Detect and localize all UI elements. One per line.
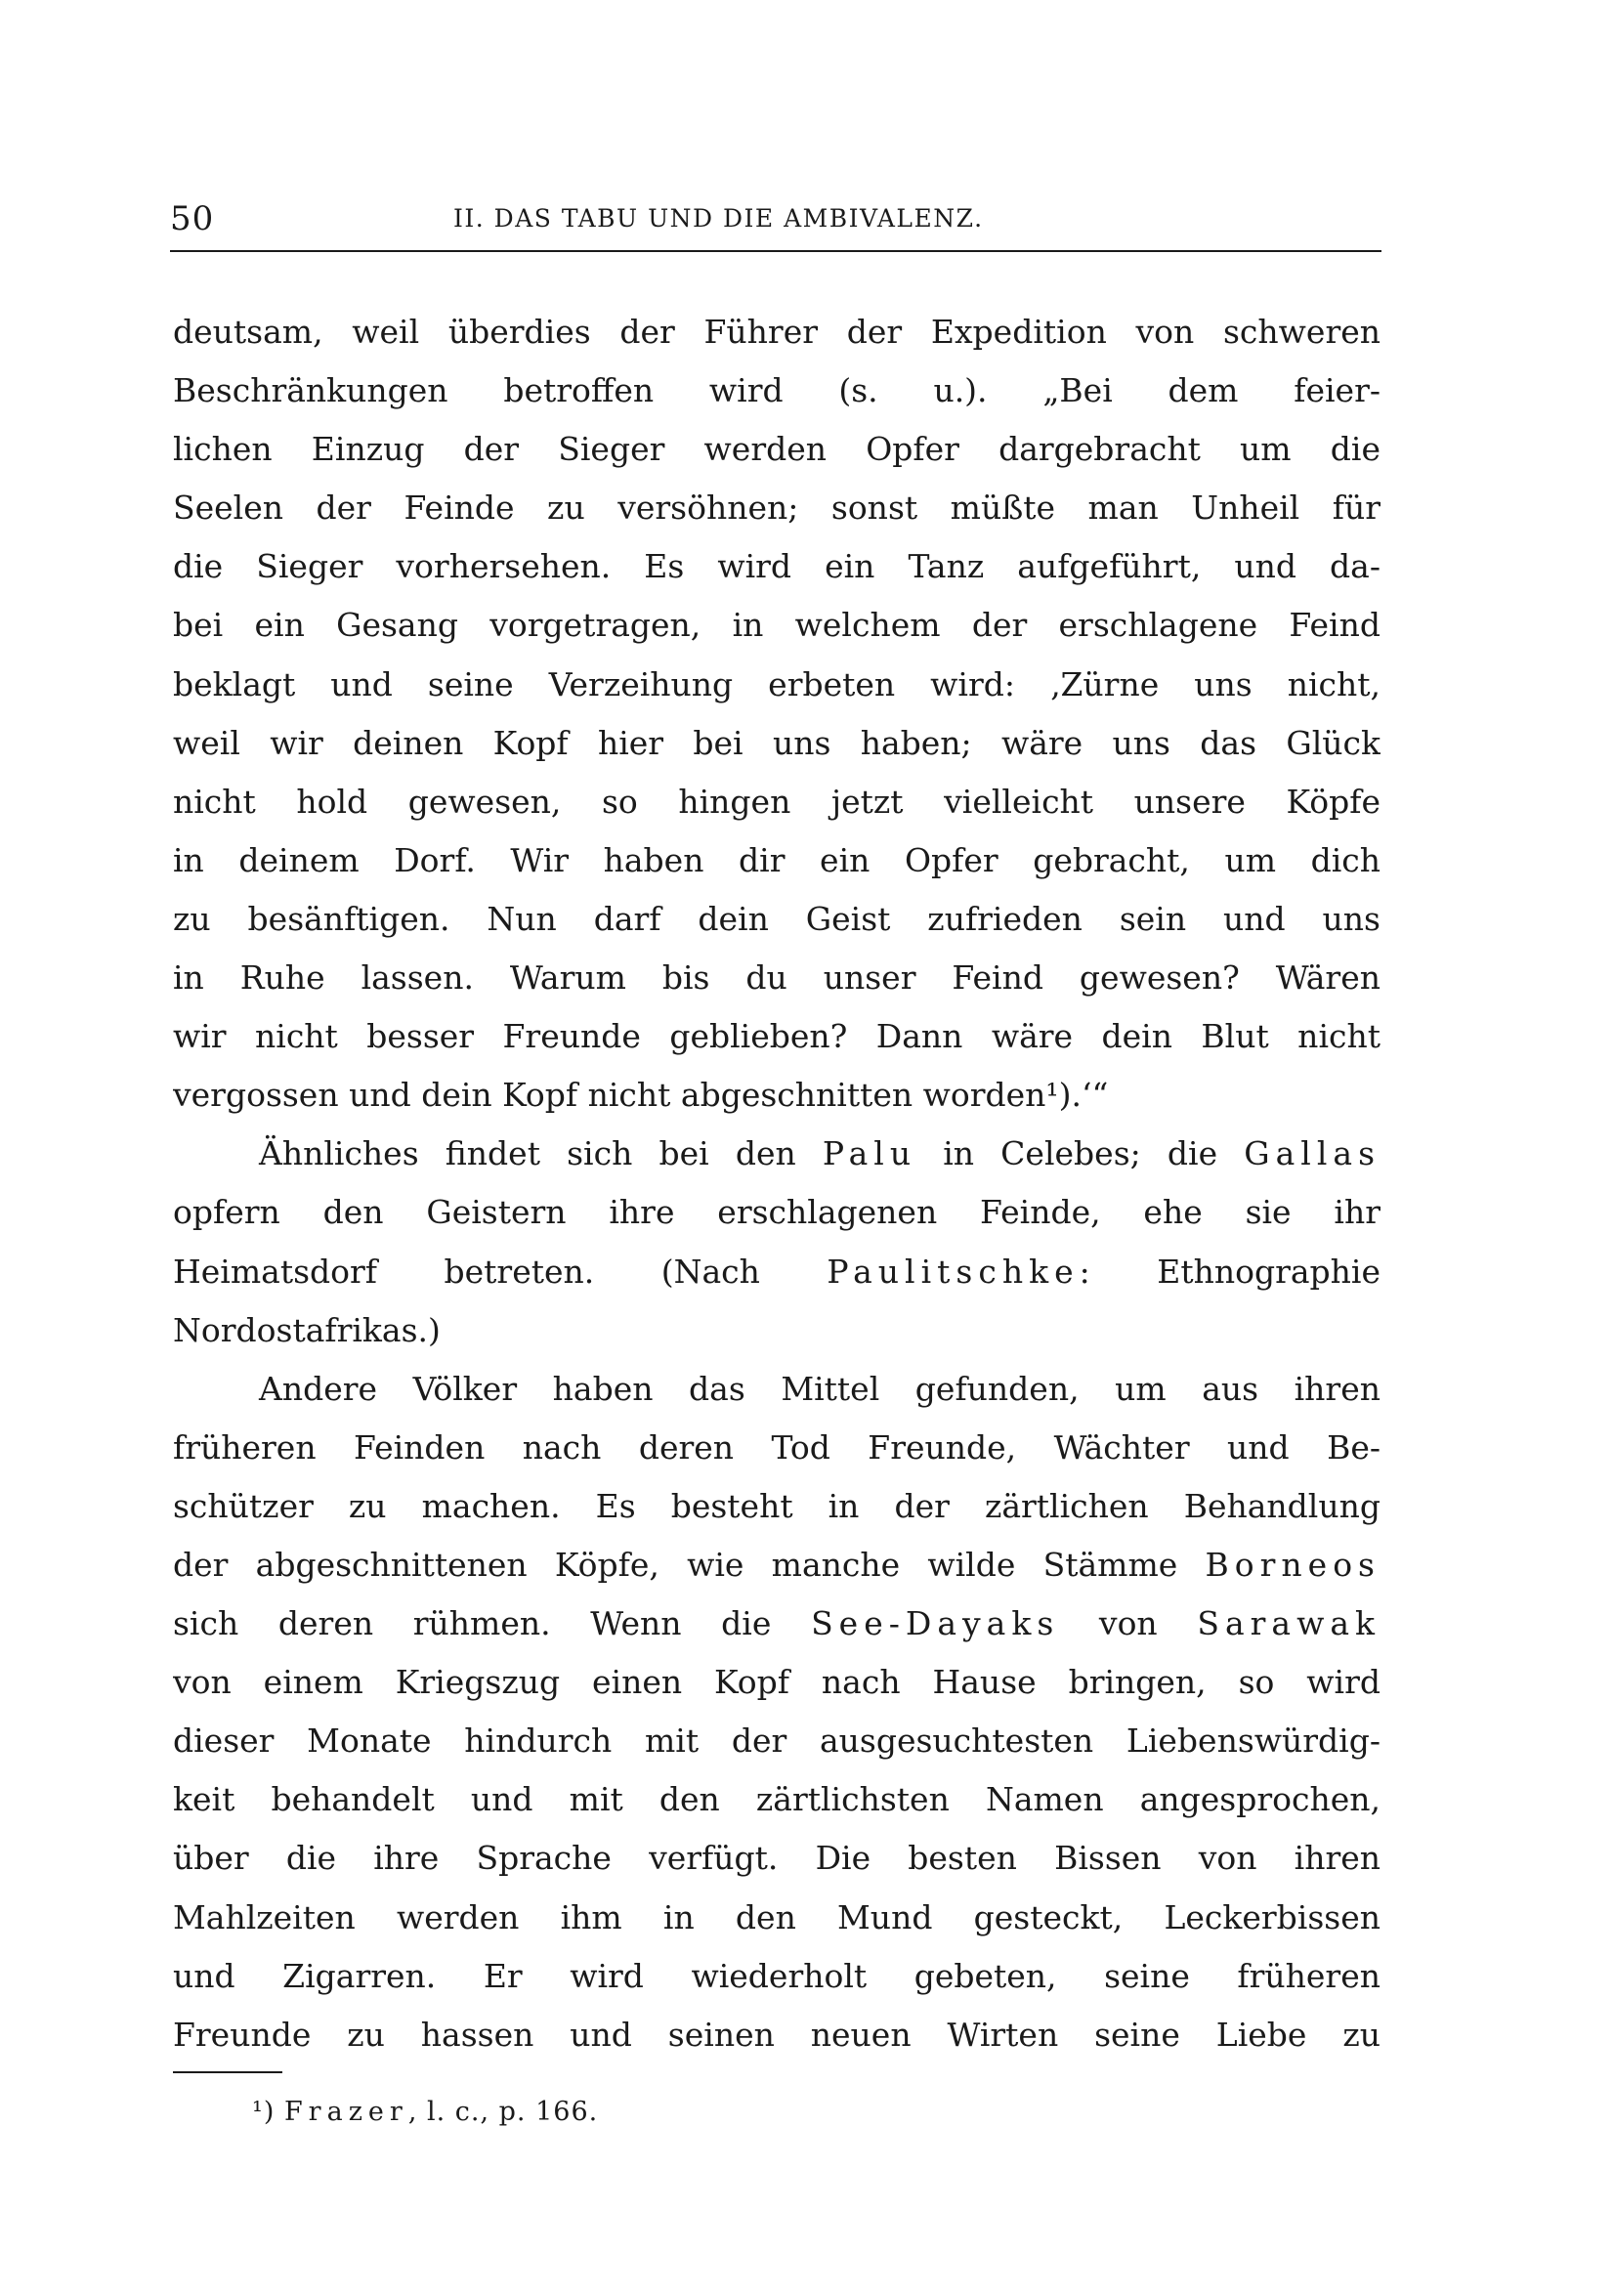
text-line: wir nicht besser Freunde geblieben? Dann wäre dein Blut nicht	[173, 1017, 1380, 1056]
footnote-reference: , l. c., p. 166.	[407, 2097, 599, 2127]
text-fragment: der abgeschnittenen Köpfe, wie manche wilde Stämme	[173, 1545, 1206, 1584]
text-line: beklagt und seine Verzeihung erbeten wird: ‚Zürne uns nicht,	[173, 664, 1380, 703]
spaced-name: See-Dayaks	[811, 1604, 1060, 1643]
page-header	[170, 195, 1381, 246]
text-line: nicht hold gewesen, so hingen jetzt vielleicht unsere Köpfe	[173, 782, 1380, 821]
text-line: Seelen der Feinde zu versöhnen; sonst müßte man Unheil für	[173, 489, 1380, 528]
text-line	[173, 1594, 1380, 1653]
text-line: früheren Feinden nach deren Tod Freunde, Wächter und Be-	[173, 1427, 1380, 1467]
text-line: in Ruhe lassen. Warum bis du unser Feind gewesen? Wären	[173, 958, 1380, 998]
spaced-name: Paulitschke	[827, 1252, 1080, 1291]
text-line: zu besänftigen. Nun darf dein Geist zufrieden sein und uns	[173, 899, 1380, 938]
text-fragment: in Celebes; die	[916, 1134, 1245, 1173]
text-line: über die ihre Sprache verfügt. Die besten Bissen von ihren	[173, 1839, 1380, 1878]
text-line: Nordostafrikas.)	[173, 1310, 441, 1349]
page-number: 50	[170, 199, 215, 238]
text-line	[173, 1125, 1380, 1183]
text-line: opfern den Geistern ihre erschlagenen Feinde, ehe sie ihr	[173, 1193, 1380, 1232]
text-line: Beschränkungen betroffen wird (s. u.). „Bei dem feier-	[173, 371, 1380, 410]
text-fragment: von	[1059, 1604, 1198, 1643]
text-line: deutsam, weil überdies der Führer der Expedition von schweren	[173, 313, 1380, 351]
text-fragment: : Ethnographie	[1079, 1252, 1380, 1291]
footnote-author: Frazer	[283, 2097, 408, 2127]
text-line: Mahlzeiten werden ihm in den Mund gesteckt, Leckerbissen	[173, 1897, 1380, 1936]
spaced-name: Sarawak	[1197, 1604, 1380, 1643]
text-line: die Sieger vorhersehen. Es wird ein Tanz aufgeführt, und da-	[173, 547, 1380, 586]
text-line: Freunde zu hassen und seinen neuen Wirten seine Liebe zu	[173, 2015, 1380, 2054]
text-line: keit behandelt und mit den zärtlichsten Namen angesprochen,	[173, 1780, 1380, 1819]
running-title: II. DAS TABU UND DIE AMBIVALENZ.	[453, 204, 984, 233]
text-line	[173, 1536, 1380, 1594]
footnote-rule	[173, 2071, 282, 2073]
text-line	[173, 1243, 1380, 1301]
text-line: in deinem Dorf. Wir haben dir ein Opfer gebracht, um dich	[173, 840, 1380, 879]
text-line: von einem Kriegszug einen Kopf nach Hause bringen, so wird	[173, 1663, 1380, 1702]
body-text	[173, 303, 1380, 2064]
text-line: schützer zu machen. Es besteht in der zärtlichen Behandlung	[173, 1486, 1380, 1525]
spaced-name: Gallas	[1244, 1134, 1380, 1173]
text-fragment: Heimatsdorf betreten. (Nach	[173, 1252, 828, 1291]
spaced-name: Palu	[822, 1134, 917, 1173]
text-line: weil wir deinen Kopf hier bei uns haben; wäre uns das Glück	[173, 723, 1380, 762]
text-fragment: Ähnliches findet sich bei den	[259, 1134, 823, 1173]
text-line: lichen Einzug der Sieger werden Opfer dargebracht um die	[173, 430, 1380, 469]
text-line: vergossen und dein Kopf nicht abgeschnitten worden¹).‘“	[173, 1076, 1109, 1115]
footnote	[252, 2089, 598, 2136]
text-line: dieser Monate hindurch mit der ausgesuchtesten Liebenswürdig-	[173, 1722, 1380, 1761]
spaced-name: Borneos	[1205, 1545, 1380, 1584]
text-line: und Zigarren. Er wird wiederholt gebeten, seine früheren	[173, 1956, 1380, 1995]
text-fragment: sich deren rühmen. Wenn die	[173, 1604, 812, 1643]
text-line: Andere Völker haben das Mittel gefunden, um aus ihren	[259, 1369, 1380, 1408]
header-rule	[170, 250, 1381, 252]
text-line: bei ein Gesang vorgetragen, in welchem der erschlagene Feind	[173, 606, 1380, 645]
footnote-marker: ¹)	[252, 2097, 276, 2127]
